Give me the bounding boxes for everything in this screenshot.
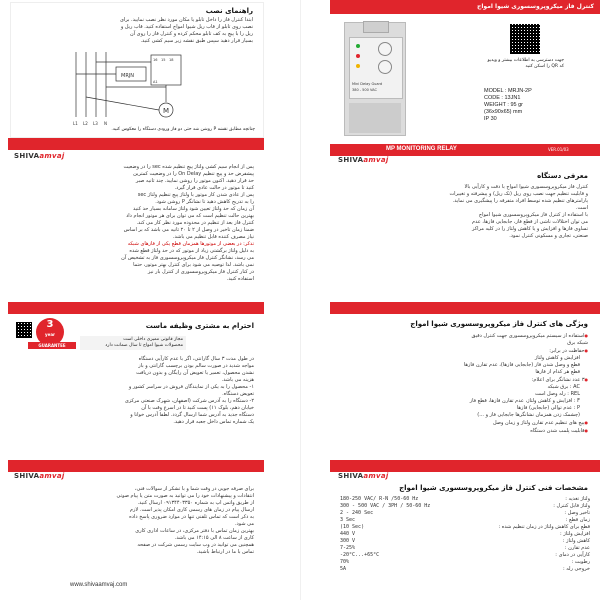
spec-row: 300 - 500 VAC / 3PH / 50-60 Hz ولتاژ قابل کنترل : xyxy=(340,503,590,509)
specs-table xyxy=(340,496,590,573)
installation-text: ابتدا کنترل فاز را داخل تابلو یا مکان مورد نظر نصب نمایید. برای نصب روی تابلو از قاب ریل شیوا امواج استفاده کنید. قاب ریل و ریل را با پیچ به کف تابلو محکم کرده و کنترل فاز را روی آن بسیار قرار دهید سپس طبق نقشه زیر سیم کشی کنید. xyxy=(119,17,253,44)
feature-item: قطع و وصل شدن فاز (جابجایی فازها)، عدم تقارن فازها xyxy=(463,362,580,368)
feature-item: ● قابلیت پلمب شدن دستگاه xyxy=(342,427,588,435)
brand-logo-3: SHIVAamvaj xyxy=(338,156,389,164)
device-label: Mini Delay Guard xyxy=(352,82,383,86)
guarantee-years: 3 xyxy=(46,319,54,330)
brand-logo-1: SHIVAamvaj xyxy=(14,152,65,160)
feature-item: (چشمک زدن همزمان نشانگرها جابجایی فاز و ...) xyxy=(477,412,580,418)
red-band-5 xyxy=(330,460,600,472)
product-header: کنترل فاز میکروپروسسوری شیوا امواج xyxy=(477,3,594,10)
red-band-3 xyxy=(8,460,264,472)
intro-text: کنترل فاز میکروپروسسوری شیوا امواج با دقت و کارآیی بالا و قابلیت تنظیم جهت نصب روی ریل (تک ریل) و پیشرفته و تغییرات پارامترهای تنظیم شده توسط افراد متفرقه را پیشگیری می نماید. است. با استفاده از کنترل فاز میکروپروسسوری شیوا امواج می توان اختلالات ناشی از قطع فاز، جابجایی فازها، عدم تساوی فازها و افزایش و یا کاهش ولتاژ را در کلیه مراکز صنعتی، تجاری و مسکونی کنترل نمود. xyxy=(449,184,588,239)
motor-label: M xyxy=(163,107,170,115)
voltage-knob-icon xyxy=(378,60,392,74)
contact-a1: A1 xyxy=(153,80,158,84)
english-title: MP MONITORING RELAY xyxy=(386,146,457,152)
specs-title: مشخصات فنی کنترل فاز میکروپروسسوری شیوا امواج xyxy=(399,484,588,492)
spec-row: -20°C...+65°C کارآیی در دمای : xyxy=(340,552,590,558)
led-fault-icon xyxy=(356,64,360,68)
guarantee-seal-text: مجاز قانونی ممیزی داخلی است محصولات شیوا امواج تا سال ضمانت دارد xyxy=(80,336,186,350)
phase-label-n: N xyxy=(104,121,107,126)
feature-item: P : عدم توالی (جابجایی) فازها xyxy=(516,405,580,411)
spec-row: 300 V کاهش ولتاژ : xyxy=(340,538,590,544)
intro-panel xyxy=(334,166,596,300)
intro-title: معرفی دستگاه xyxy=(537,172,588,180)
spec-row: 7-25% عدم تقارن : xyxy=(340,545,590,551)
product-panel xyxy=(334,16,596,142)
spec-row: 5A خروجی رله : xyxy=(340,566,590,572)
device-tag: MRJN xyxy=(121,73,135,79)
contact-15: 15 xyxy=(161,58,166,62)
contact-16: 16 xyxy=(153,58,158,62)
specs-panel xyxy=(334,482,596,596)
guarantee-unit: year xyxy=(45,332,55,337)
feature-item: F : افزایش و کاهش ولتاژ، عدم تقارن فازها، قطع فاز xyxy=(469,398,580,404)
guarantee-panel xyxy=(10,316,262,456)
setting-panel xyxy=(10,160,262,300)
phase-label-l2: L2 xyxy=(83,121,88,126)
spec-row: 440 V افزایش ولتاژ : xyxy=(340,531,590,537)
installation-caption: چنانچه مطابق نقشه P روشن شد حتی دو فاز ورودی دستگاه را معکوس کنید. xyxy=(111,127,255,132)
features-panel xyxy=(334,316,596,456)
feature-item: قطع هر کدام از فازها xyxy=(535,369,580,375)
red-band-4 xyxy=(330,302,600,314)
contact-text: برای صرفه جویی در وقت شما و با تشکر از سوالات فنی، انتقادات و پیشنهادات خود را می توانید به صورت متن یا پیام صوتی از طریق واتس اپ به شماره ۰۹۱۳۴۴۰۳۳۵۰ ارسال کنید. ارسال پیام در زمان های رسمی کاری امکان پذیر است. لازم به ذکر است که تماس تلفنی تنها در موارد ضروری پاسخ داده می شود. بهترین زمان تماس با دفتر مرکزی، در ساعات اداری کاری کاری از ساعت ۸ الی ۱۴:۱۵ می باشد. همچنین می توانید در وب سایت رسمی شرکت در صفحه تماس با ما در ارتباط باشید. xyxy=(116,486,254,555)
feature-item: ● استفاده از سیستم میکروپروسسوری جهت کنترل دقیق xyxy=(342,332,588,340)
setting-text: پس از انجام سیم کشی ولتاژ پیچ تنظیم شده sec را در وضعیت پیشفرض حد و پیچ تنظیم On Delay را در وضعیت کمترین حد قرار دهید. اکنون موتور را روشن نمایید. چند ثانیه صبر کنید تا موتور در حالت عادی قرار گیرد. پس از عادی شدن کار موتور با ولتاژ پیچ تنظیم ولتاژ sec را به تدریج کاهش دهید تا نشانگر P روشن شود. آن زمان که حد ولتاژ تعیین شود ولتاژ سامانه بسیار حد کنید بهترین حالت تنظیم است که می توان برای هر موتور انجام داد کنترل فاز بعد از تنظیم در محدوده مورد نظر کار می کند. ضمنا زمان تاخیر در وصل از ۲ تا ۲۰ ثانیه می باشد که بر اساس نیاز مصرف کننده قابل تنظیم می باشد. تذکر: در بعضی از موتورها همزمان قطع یکی از فازهای شبکه به دلیل ولتاژ برگشتی زیاد از موتور که در حد ولتاژ قطع شده می رسد، نشانگر کنترل فاز میکروپروسسوری فاز به تشخیص آن نمی باشد. لذا توصیه می شود برای کنترل بهتر موتور، حتما در کنار کنترل فاز میکروپروسسوری از کنترل بار نیز استفاده کنید. xyxy=(121,164,254,282)
website-url[interactable]: www.shivaamvaj.com xyxy=(70,582,128,588)
led-rel-icon xyxy=(356,54,360,58)
wiring-diagram xyxy=(71,47,191,127)
spec-row: 3 Sec زمان قطع : xyxy=(340,517,590,523)
right-column xyxy=(330,0,600,600)
brand-logo-2: SHIVAamvaj xyxy=(14,472,65,480)
fold-divider xyxy=(300,0,301,600)
product-qr-code[interactable] xyxy=(510,24,540,54)
feature-item: REL : رله وصل است xyxy=(534,391,580,397)
red-band-2 xyxy=(8,302,264,314)
brand-logo-4: SHIVAamvaj xyxy=(338,472,389,480)
led-ac-icon xyxy=(356,44,360,48)
spec-row: 70% رطوبت : xyxy=(340,559,590,565)
spec-row: 2 - 240 Sec تاخیر وصل : xyxy=(340,510,590,516)
device-illustration xyxy=(344,22,406,136)
spec-row: (10 Sec) قطع برای کاهش ولتاژ در زمان تنظیم شده : xyxy=(340,524,590,530)
feature-item: ● ۳ عدد نشانگر برای اعلام: xyxy=(342,376,588,384)
contact-18: 18 xyxy=(169,58,174,62)
feature-item: ● حفاظت در برابر: xyxy=(342,347,588,355)
feature-item: شبکه برق xyxy=(567,340,588,346)
spec-row: 180-250 VAC/ R-N /50-60 Hz ولتاژ تغذیه : xyxy=(340,496,590,502)
contact-panel xyxy=(10,482,262,594)
red-band-1 xyxy=(8,138,264,150)
guarantee-title: احترام به مشتری وظیفه ماست xyxy=(145,322,254,330)
delay-knob-icon xyxy=(378,42,392,56)
qr-caption: جهت دسترسی به اطلاعات بیشتر و ویدیو کد QR را اسکن کنید xyxy=(487,58,564,69)
phase-label-l3: L3 xyxy=(93,121,98,126)
left-column xyxy=(0,0,268,600)
version-code: VER.01/03 xyxy=(548,147,569,152)
features-title: ویژگی های کنترل فاز میکروپروسسوری شیوا امواج xyxy=(410,320,588,328)
guarantee-text: در طول مدت ۳ سال گارانتی، اگر با عدم کارآیی دستگاه مواجه شدید در صورت سالم بودن برچسب گارانتی و باز نشدن محصول، تعمیر یا تعویض آن رایگان و بدون دریافت هزینه می باشد. ۱- محصول را به یکی از نمایندگان فروش در سراسر کشور و تعویض دستگاه. ۲- دستگاه را به آدرس شرکت (اصفهان، شهرک صنعتی مرکزی خیابان دهم، بلوک ۱۱) پست کنید تا در اسرع وقت با آن دستگاه جدید به آدرس شما ارسال گردد. لطفا آدرس خوانا و یک شماره تماس داخل جعبه قرار دهید. xyxy=(124,356,254,425)
guarantee-qr xyxy=(16,322,32,338)
phase-label-l1: L1 xyxy=(73,121,78,126)
features-list xyxy=(342,332,588,435)
feature-item: AC : برق شبکه xyxy=(547,384,580,390)
device-voltage: 380 - 500 VAC xyxy=(352,88,377,92)
installation-title: راهنمای نصب xyxy=(205,7,253,15)
model-info: MODEL : MRJN-2P CODE : 13JN1 WEIGHT : 95 gr (36x90x65) mm IP 30 xyxy=(484,88,532,122)
installation-panel xyxy=(10,2,264,138)
feature-item: افزایش و کاهش ولتاژ xyxy=(534,355,580,361)
guarantee-ribbon: GUARANTEE xyxy=(28,342,76,349)
feature-item: ● پیچ های تنظیم عدم تقارن ولتاژ و زمان وصل xyxy=(342,419,588,427)
